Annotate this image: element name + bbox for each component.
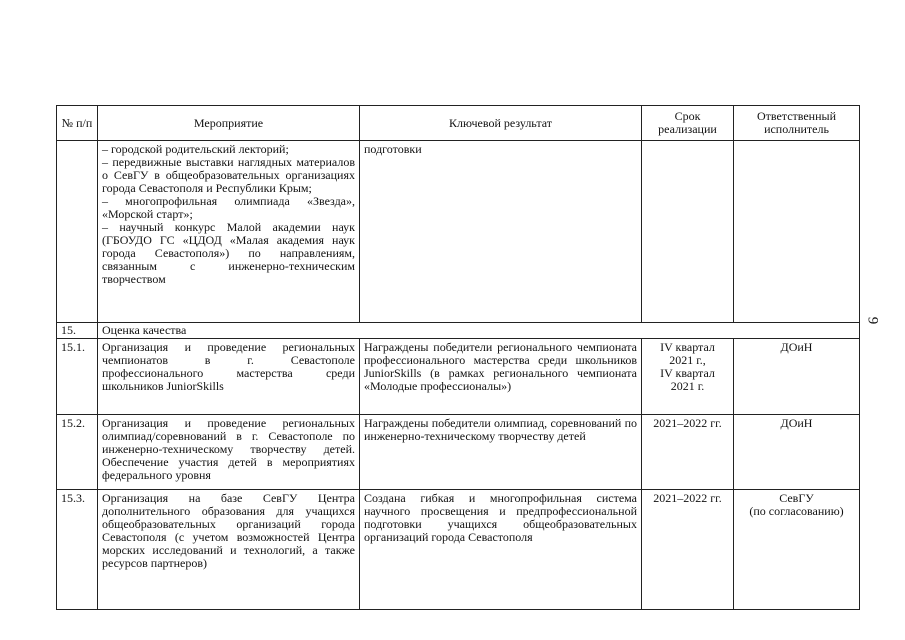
cell-result: подготовки bbox=[360, 141, 642, 323]
cell-term bbox=[642, 141, 734, 323]
cell-result: Создана гибкая и многопрофильная система научного просвещения и предпрофессиональной подготовки учащихся общеобразовательных организаций города Севастополя bbox=[360, 490, 642, 610]
activity-line: – городской родительский лекторий; bbox=[102, 142, 289, 156]
activity-line: – многопрофильная олимпиада «Звезда», «Морской старт»; bbox=[102, 194, 355, 221]
cell-no bbox=[57, 141, 98, 323]
table-row bbox=[57, 490, 860, 610]
term-line: 2021 г. bbox=[670, 379, 705, 393]
activity-line: – передвижные выставки наглядных материалов о СевГУ в общеобразовательных организациях города Севастополя и Республики Крым; bbox=[102, 155, 355, 195]
term-line: 2021 г., bbox=[669, 353, 706, 367]
cell-responsible bbox=[734, 141, 860, 323]
table-row-continuation bbox=[57, 141, 860, 323]
header-no: № п/п bbox=[57, 106, 98, 141]
cell-no: 15.1. bbox=[57, 339, 98, 415]
term-line: IV квартал bbox=[660, 366, 715, 380]
cell-responsible bbox=[734, 415, 860, 490]
page-number: 9 bbox=[864, 316, 881, 325]
responsible-line: СевГУ bbox=[779, 491, 814, 505]
responsible-line: (по согласованию) bbox=[749, 504, 844, 518]
cell-result: Награждены победители олимпиад, соревнований по инженерно-техническому творчеству детей bbox=[360, 415, 642, 490]
cell-term bbox=[642, 490, 734, 610]
cell-no: 15.3. bbox=[57, 490, 98, 610]
term-line: IV квартал bbox=[660, 340, 715, 354]
cell-term bbox=[642, 415, 734, 490]
cell-activity: Организация и проведение региональных чемпионатов в г. Севастополе профессионального мастерства среди школьников JuniorSkills bbox=[98, 339, 360, 415]
table-row bbox=[57, 415, 860, 490]
cell-activity: Организация и проведение региональных олимпиад/соревнований в г. Севастополе по инженерно-техническому творчеству детей. Обеспечение участия детей в мероприятиях федерального уровня bbox=[98, 415, 360, 490]
cell-responsible bbox=[734, 339, 860, 415]
term-line: 2021–2022 гг. bbox=[653, 491, 722, 505]
cell-result: Награждены победители регионального чемпионата профессионального мастерства среди школьников JuniorSkills (в рамках регионального чемпионата «Молодые профессионалы») bbox=[360, 339, 642, 415]
header-term: Срок реализации bbox=[642, 106, 734, 141]
header-responsible: Ответственный исполнитель bbox=[734, 106, 860, 141]
cell-responsible bbox=[734, 490, 860, 610]
cell-no: 15.2. bbox=[57, 415, 98, 490]
responsible-line: ДОиН bbox=[780, 416, 813, 430]
activity-line: – научный конкурс Малой академии наук (ГБОУДО ГС «ЦДОД «Малая академия наук города Севастополя») по направлениям, связанным с инженерно-техническим творчеством bbox=[102, 220, 355, 286]
table-row-section bbox=[57, 323, 860, 339]
table-row bbox=[57, 339, 860, 415]
section-title: Оценка качества bbox=[98, 323, 860, 339]
term-line: 2021–2022 гг. bbox=[653, 416, 722, 430]
cell-activity bbox=[98, 141, 360, 323]
cell-activity: Организация на базе СевГУ Центра дополнительного образования для учащихся общеобразовательных организаций города Севастополя (с учетом возможностей Центра морских исследований и технологий, а также ресурсов партнеров) bbox=[98, 490, 360, 610]
responsible-line: ДОиН bbox=[780, 340, 813, 354]
header-activity: Мероприятие bbox=[98, 106, 360, 141]
header-result: Ключевой результат bbox=[360, 106, 642, 141]
table-header-row bbox=[57, 106, 860, 141]
cell-term bbox=[642, 339, 734, 415]
cell-no: 15. bbox=[57, 323, 98, 339]
activities-table bbox=[56, 105, 860, 610]
